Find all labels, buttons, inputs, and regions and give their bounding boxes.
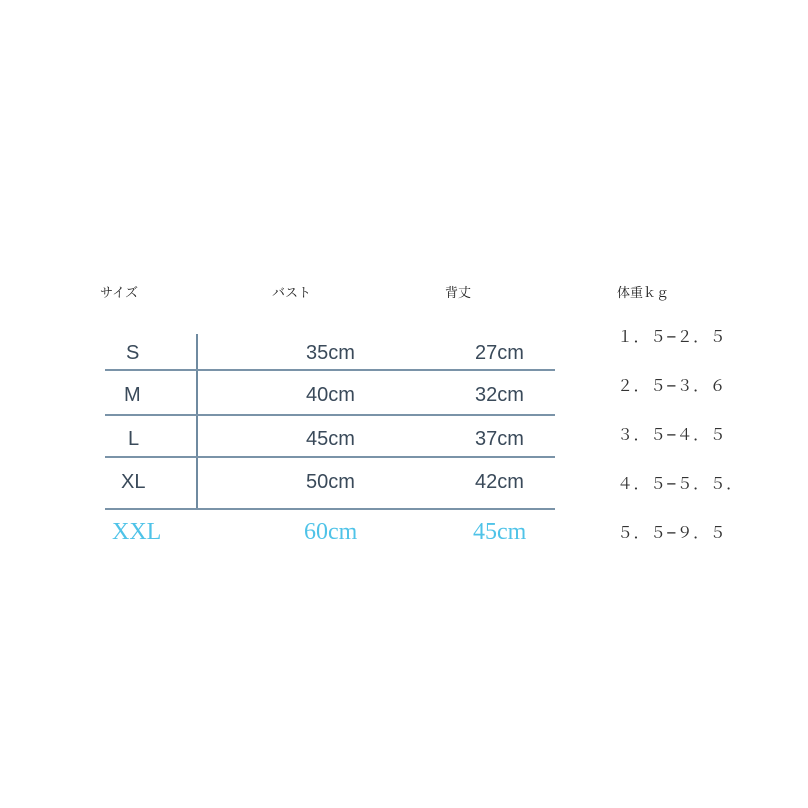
weight-cell: ４．５−５．５． xyxy=(617,474,743,493)
row-divider-2 xyxy=(105,414,555,416)
size-cell: M xyxy=(124,384,141,406)
row-divider-3 xyxy=(105,456,555,458)
size-cell: XXL xyxy=(112,519,162,545)
bust-cell: 45cm xyxy=(306,428,355,450)
bust-cell: 35cm xyxy=(306,342,355,364)
row-divider-4 xyxy=(105,508,555,510)
bust-cell: 40cm xyxy=(306,384,355,406)
size-cell: XL xyxy=(121,471,146,493)
header-bust: バスト xyxy=(272,286,312,301)
table-vertical-divider xyxy=(196,334,198,510)
header-weight: 体重ｋｇ xyxy=(617,286,670,301)
back-length-cell: 37cm xyxy=(475,428,524,450)
bust-cell: 50cm xyxy=(306,471,355,493)
header-back-length: 背丈 xyxy=(445,286,472,301)
back-length-cell: 32cm xyxy=(475,384,524,406)
row-divider-1 xyxy=(105,369,555,371)
back-length-cell: 27cm xyxy=(475,342,524,364)
header-size: サイズ xyxy=(100,286,138,301)
weight-cell: ２．５−３．６ xyxy=(617,376,727,395)
back-length-cell: 42cm xyxy=(475,471,524,493)
weight-cell: ３．５−４．５ xyxy=(617,425,727,444)
back-length-cell: 45cm xyxy=(473,519,527,545)
size-cell: L xyxy=(128,428,140,450)
weight-cell: １．５−２．５ xyxy=(617,327,727,346)
weight-cell: ５．５−９．５ xyxy=(617,523,727,542)
size-cell: S xyxy=(126,342,140,364)
bust-cell: 60cm xyxy=(304,519,358,545)
